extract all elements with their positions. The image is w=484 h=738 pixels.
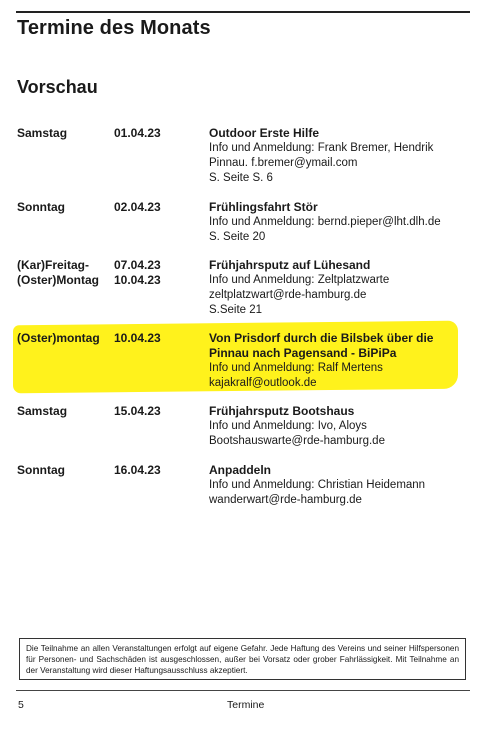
- event-info-line: kajakralf@outlook.de: [209, 377, 317, 389]
- event-date: 16.04.23: [114, 463, 161, 477]
- event-title: Anpaddeln: [209, 463, 271, 477]
- event-info-line: S.Seite 21: [209, 304, 263, 316]
- event-info-line: S. Seite S. 6: [209, 172, 273, 184]
- event-title: Von Prisdorf durch die Bilsbek über die: [209, 331, 434, 345]
- liability-disclaimer: Die Teilnahme an allen Veranstaltungen erfolgt auf eigene Gefahr. Jede Haftung des Vereins und seiner Hilfspersonen für Personen- und Sachschäden ist ausgeschlossen, außer bei Vorsatz oder grober Fahrlässigkeit. Mit Teilnahme an der Veranstaltung wird dieser Haftungsausschluss akzeptiert.: [19, 638, 466, 680]
- bottom-rule: [16, 690, 470, 691]
- event-title: Frühjahrsputz auf Lühesand: [209, 258, 371, 272]
- event-day: Samstag: [17, 404, 68, 418]
- page-number: 5: [18, 699, 24, 711]
- page-title: Termine des Monats: [17, 17, 211, 39]
- event-title: Frühlingsfahrt Stör: [209, 200, 318, 214]
- event-title: Frühjahrsputz Bootshaus: [209, 404, 355, 418]
- event-date: 10.04.23: [114, 331, 161, 345]
- event-info-line: Info und Anmeldung: Christian Heidemann: [209, 479, 426, 491]
- event-day: (Oster)Montag: [17, 273, 99, 287]
- event-info-line: wanderwart@rde-hamburg.de: [209, 494, 362, 506]
- event-info-line: zeltplatzwart@rde-hamburg.de: [209, 289, 367, 301]
- event-info-line: S. Seite 20: [209, 231, 266, 243]
- event-title: Pinnau nach Pagensand - BiPiPa: [209, 346, 397, 360]
- event-info-line: Info und Anmeldung: bernd.pieper@lht.dlh.de: [209, 216, 441, 228]
- event-day: Sonntag: [17, 463, 65, 477]
- event-day: (Oster)montag: [17, 331, 100, 345]
- event-date: 10.04.23: [114, 273, 161, 287]
- event-date: 01.04.23: [114, 126, 161, 140]
- event-info-line: Bootshauswarte@rde-hamburg.de: [209, 435, 385, 447]
- event-date: 07.04.23: [114, 258, 161, 272]
- event-info-line: Info und Anmeldung: Ivo, Aloys: [209, 420, 367, 432]
- event-day: (Kar)Freitag-: [17, 258, 90, 272]
- event-day: Samstag: [17, 126, 68, 140]
- event-date: 02.04.23: [114, 200, 161, 214]
- event-date: 15.04.23: [114, 404, 161, 418]
- event-info-line: Info und Anmeldung: Zeltplatzwarte: [209, 274, 390, 286]
- event-info-line: Info und Anmeldung: Frank Bremer, Hendrik: [209, 142, 434, 154]
- top-rule: [16, 11, 470, 13]
- section-title: Vorschau: [17, 77, 98, 97]
- footer-section-label: Termine: [227, 699, 265, 711]
- event-title: Outdoor Erste Hilfe: [209, 126, 320, 140]
- event-info-line: Pinnau. f.bremer@ymail.com: [209, 157, 358, 169]
- event-day: Sonntag: [17, 200, 65, 214]
- event-info-line: Info und Anmeldung: Ralf Mertens: [209, 362, 383, 374]
